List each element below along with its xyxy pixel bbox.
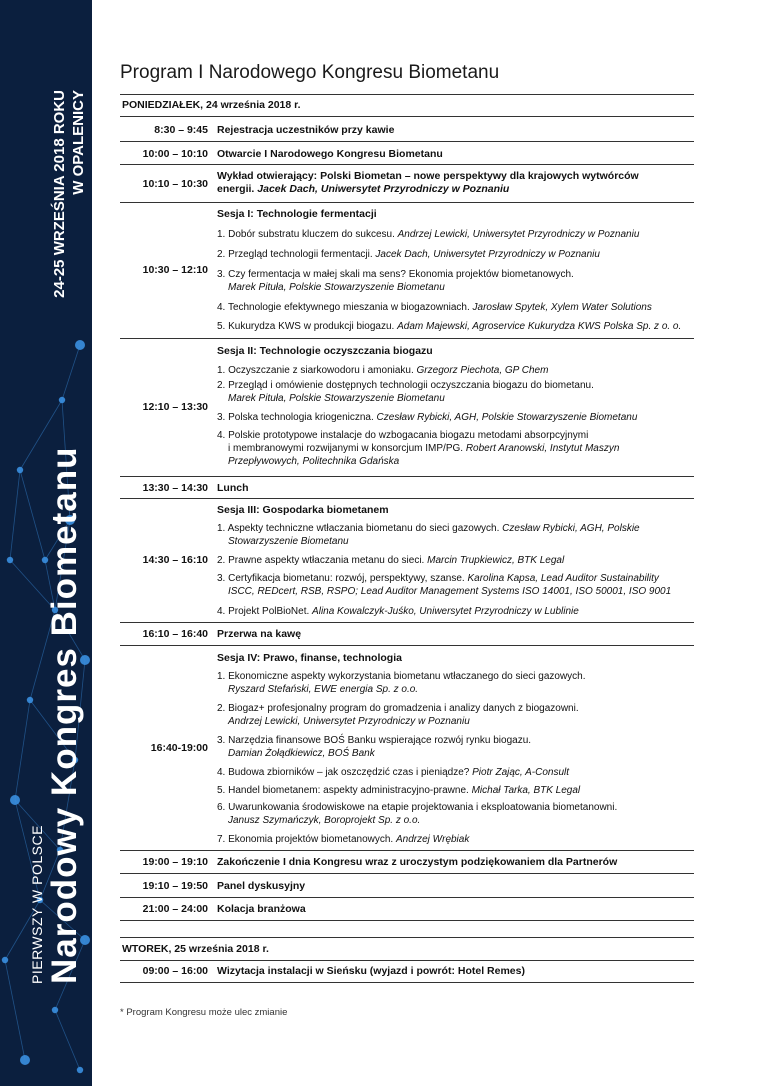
session-time: 21:00 – 24:00 bbox=[142, 903, 208, 915]
agenda-item bbox=[217, 248, 691, 261]
talk-title: 7. Ekonomia projektów biometanowych. bbox=[217, 834, 396, 845]
network-node bbox=[17, 467, 23, 473]
divider bbox=[120, 920, 694, 921]
agenda-item bbox=[217, 320, 691, 333]
brand-name: Narodowy Kongres Biometanu bbox=[45, 446, 84, 984]
sidebar-banner bbox=[0, 0, 92, 1086]
talk-speaker: Marcin Trupkiewicz, BTK Legal bbox=[427, 555, 565, 566]
network-node bbox=[20, 1055, 30, 1065]
divider bbox=[120, 937, 694, 938]
divider bbox=[120, 960, 694, 961]
session-title: Kolacja branżowa bbox=[217, 903, 306, 915]
talk-title: 6. Uwarunkowania środowiskowe na etapie projektowania i eksploatowania biometanowni. bbox=[217, 802, 618, 813]
day-heading: PONIEDZIAŁEK, 24 września 2018 r. bbox=[122, 99, 301, 111]
session-time: 19:10 – 19:50 bbox=[142, 880, 208, 892]
session-title: Sesja III: Gospodarka biometanem bbox=[217, 504, 389, 516]
event-dates-line2: W OPALENICY bbox=[70, 90, 87, 195]
talk-title: 2. Przegląd i omówienie dostępnych technologii oczyszczania biogazu do biometanu. bbox=[217, 380, 594, 391]
agenda-item bbox=[217, 801, 691, 827]
agenda-item bbox=[217, 364, 691, 377]
talk-speaker: Ryszard Stefański, EWE energia Sp. z o.o. bbox=[228, 684, 419, 695]
agenda-item bbox=[217, 734, 691, 760]
divider bbox=[120, 622, 694, 623]
talk-title: 3. Certyfikacja biometanu: rozwój, perspektywy, szanse. bbox=[217, 573, 468, 584]
talk-speaker: Jacek Dach, Uniwersytet Przyrodniczy w Poznaniu bbox=[375, 249, 600, 260]
day-heading: WTOREK, 25 września 2018 r. bbox=[122, 943, 269, 955]
talk-speaker: Marek Pituła, Polskie Stowarzyszenie Biometanu bbox=[228, 393, 445, 404]
agenda-item bbox=[217, 784, 691, 797]
divider bbox=[120, 476, 694, 477]
talk-title: 3. Narzędzia finansowe BOŚ Banku wspierające rozwój rynku biogazu. bbox=[217, 735, 532, 746]
divider bbox=[120, 873, 694, 874]
talk-title: 4. Budowa zbiorników – jak oszczędzić czas i pieniądze? bbox=[217, 767, 473, 778]
talk-title: 1. Oczyszczanie z siarkowodoru i amoniaku. bbox=[217, 365, 417, 376]
talk-title: 5. Handel biometanem: aspekty administracyjno-prawne. bbox=[217, 785, 472, 796]
session-time: 13:30 – 14:30 bbox=[142, 482, 208, 494]
divider bbox=[120, 116, 694, 117]
talk-title: 4. Polskie prototypowe instalacje do wzbogacania biogazu metodami absorpcyjnymi bbox=[217, 430, 589, 441]
divider bbox=[120, 94, 694, 95]
talk-title: 3. Polska technologia kriogeniczna. bbox=[217, 412, 377, 423]
session-time: 09:00 – 16:00 bbox=[142, 965, 208, 977]
divider bbox=[120, 982, 694, 983]
session-time: 10:00 – 10:10 bbox=[142, 148, 208, 160]
talk-speaker: Alina Kowalczyk-Juśko, Uniwersytet Przyrodniczy w Lublinie bbox=[312, 606, 579, 617]
brand-label: PIERWSZY W POLSCE bbox=[29, 825, 45, 984]
network-node bbox=[52, 1007, 58, 1013]
talk-speaker: Czesław Rybicki, AGH, Polskie bbox=[502, 523, 640, 534]
talk-speaker: Adam Majewski, Agroservice Kukurydza KWS Polska Sp. z o. o. bbox=[397, 321, 682, 332]
session-time: 16:40-19:00 bbox=[150, 742, 208, 754]
agenda-item bbox=[217, 429, 691, 468]
network-node bbox=[77, 1067, 83, 1073]
session-time: 19:00 – 19:10 bbox=[142, 856, 208, 868]
session-title: Otwarcie I Narodowego Kongresu Biometanu bbox=[217, 148, 443, 160]
talk-speaker: Czesław Rybicki, AGH, Polskie Stowarzyszenie Biometanu bbox=[376, 412, 638, 423]
talk-title: 5. Kukurydza KWS w produkcji biogazu. bbox=[217, 321, 398, 332]
keynote-title: Wykład otwierający: Polski Biometan – nowe perspektywy dla krajowych wytwórców bbox=[217, 170, 639, 182]
agenda-item bbox=[217, 522, 691, 548]
session-title: Lunch bbox=[217, 482, 249, 494]
session-time: 12:10 – 13:30 bbox=[142, 401, 208, 413]
agenda-item bbox=[217, 379, 691, 405]
agenda-item bbox=[217, 268, 691, 294]
agenda-item bbox=[217, 670, 691, 696]
network-node bbox=[7, 557, 13, 563]
talk-speaker: Marek Pituła, Polskie Stowarzyszenie Biometanu bbox=[228, 282, 445, 293]
talk-title: 2. Biogaz+ profesjonalny program do gromadzenia i analizy danych z biogazowni. bbox=[217, 703, 579, 714]
talk-title-cont: i membranowymi rozwijanymi w konsorcjum IMP/PG. bbox=[228, 443, 466, 454]
session-title: Przerwa na kawę bbox=[217, 628, 302, 640]
agenda-item bbox=[217, 411, 691, 424]
talk-title: 4. Projekt PolBioNet. bbox=[217, 606, 313, 617]
talk-speaker: Grzegorz Piechota, GP Chem bbox=[416, 365, 549, 376]
brand bbox=[28, 54, 84, 984]
talk-speaker: Jarosław Spytek, Xylem Water Solutions bbox=[472, 302, 652, 313]
talk-speaker: Michał Tarka, BTK Legal bbox=[471, 785, 581, 796]
talk-speaker: Robert Aranowski, Instytut Maszyn bbox=[465, 443, 620, 454]
agenda-item bbox=[217, 702, 691, 728]
keynote-title-end: energii. bbox=[217, 183, 258, 195]
session-time: 16:10 – 16:40 bbox=[142, 628, 208, 640]
network-node bbox=[10, 795, 20, 805]
session-time: 14:30 – 16:10 bbox=[142, 554, 208, 566]
session-title: Sesja I: Technologie fermentacji bbox=[217, 208, 377, 220]
talk-title: 4. Technologie efektywnego mieszania w biogazowniach. bbox=[217, 302, 473, 313]
session-title: Rejestracja uczestników przy kawie bbox=[217, 124, 395, 136]
talk-speaker: Karolina Kapsa, Lead Auditor Sustainability bbox=[467, 573, 659, 584]
talk-speaker-cont: ISCC, REDcert, RSB, RSPO; Lead Auditor Management Systems ISO 14001, ISO 50001, ISO 9001 bbox=[228, 586, 672, 597]
divider bbox=[120, 202, 694, 203]
session-title: Sesja IV: Prawo, finanse, technologia bbox=[217, 652, 402, 664]
agenda-item bbox=[217, 605, 691, 618]
agenda-item bbox=[217, 833, 691, 846]
divider bbox=[120, 645, 694, 646]
divider bbox=[120, 141, 694, 142]
session-time: 10:30 – 12:10 bbox=[142, 264, 208, 276]
session-title: Panel dyskusyjny bbox=[217, 880, 306, 892]
talk-title: 1. Ekonomiczne aspekty wykorzystania biometanu wtłaczanego do sieci gazowych. bbox=[217, 671, 586, 682]
network-link bbox=[5, 960, 25, 1060]
network-link bbox=[10, 470, 20, 560]
agenda-item bbox=[217, 301, 691, 314]
talk-speaker: Andrzej Lewicki, Uniwersytet Przyrodniczy w Poznaniu bbox=[397, 229, 640, 240]
event-dates-line1: 24-25 WRZEŚNIA 2018 ROKU bbox=[51, 90, 68, 298]
talk-speaker: Andrzej Wrębiak bbox=[395, 834, 470, 845]
page-title: Program I Narodowego Kongresu Biometanu bbox=[120, 62, 500, 83]
divider bbox=[120, 498, 694, 499]
divider bbox=[120, 850, 694, 851]
agenda-item bbox=[217, 554, 691, 567]
divider bbox=[120, 897, 694, 898]
talk-speaker: Andrzej Lewicki, Uniwersytet Przyrodniczy w Poznaniu bbox=[228, 716, 470, 727]
talk-speaker: Damian Żołądkiewicz, BOŚ Bank bbox=[228, 748, 375, 759]
agenda-item bbox=[217, 766, 691, 779]
talk-speaker-cont: Przepływowych, Politechnika Gdańska bbox=[228, 456, 400, 467]
agenda-item bbox=[217, 228, 691, 241]
session-title: Wizytacja instalacji w Sieńsku (wyjazd i powrót: Hotel Remes) bbox=[217, 965, 525, 977]
talk-title: 2. Przegląd technologii fermentacji. bbox=[217, 249, 376, 260]
agenda-item bbox=[217, 572, 691, 598]
talk-title: 3. Czy fermentacja w małej skali ma sens? Ekonomia projektów biometanowych. bbox=[217, 269, 574, 280]
session-title: Sesja II: Technologie oczyszczania biogazu bbox=[217, 345, 433, 357]
talk-speaker: Piotr Zając, A-Consult bbox=[472, 767, 570, 778]
network-link bbox=[55, 1010, 80, 1070]
keynote bbox=[217, 170, 691, 196]
divider bbox=[120, 164, 694, 165]
session-title: Zakończenie I dnia Kongresu wraz z uroczystym podziękowaniem dla Partnerów bbox=[217, 856, 618, 868]
talk-speaker: Janusz Szymańczyk, Boroprojekt Sp. z o.o. bbox=[228, 815, 421, 826]
session-time: 8:30 – 9:45 bbox=[154, 124, 208, 136]
keynote-speaker: Jacek Dach, Uniwersytet Przyrodniczy w Poznaniu bbox=[257, 183, 510, 195]
talk-speaker-cont: Stowarzyszenie Biometanu bbox=[228, 536, 349, 547]
talk-title: 1. Aspekty techniczne wtłaczania biometanu do sieci gazowych. bbox=[217, 523, 503, 534]
talk-title: 1. Dobór substratu kluczem do sukcesu. bbox=[217, 229, 398, 240]
divider bbox=[120, 338, 694, 339]
talk-title: 2. Prawne aspekty wtłaczania metanu do sieci. bbox=[217, 555, 428, 566]
footnote: * Program Kongresu może ulec zmianie bbox=[120, 1007, 288, 1018]
session-time: 10:10 – 10:30 bbox=[142, 178, 208, 190]
network-node bbox=[2, 957, 8, 963]
